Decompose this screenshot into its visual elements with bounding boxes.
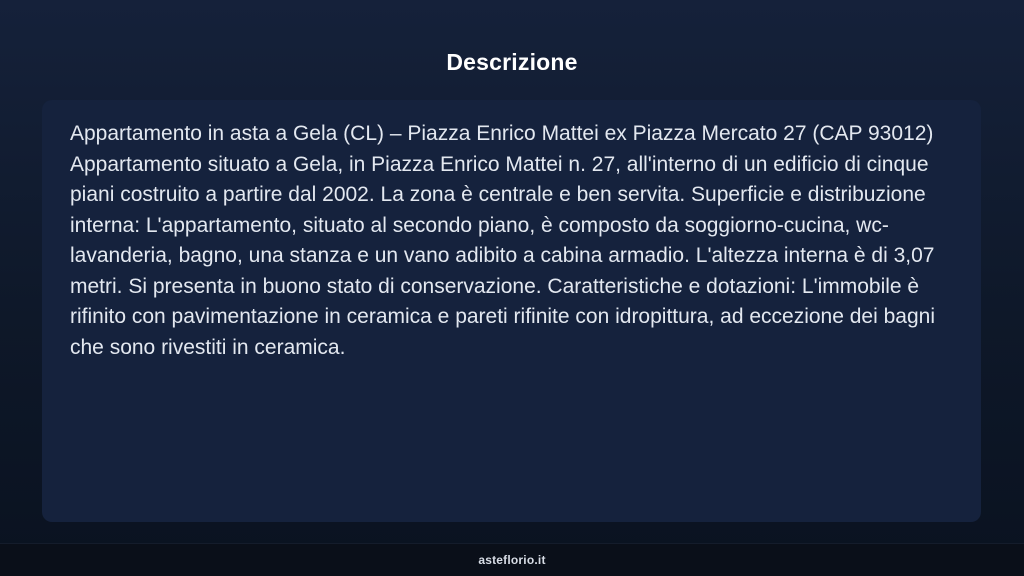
page-title: Descrizione xyxy=(446,49,578,75)
description-card xyxy=(42,100,981,522)
footer-bar xyxy=(0,543,1024,576)
footer-site-name: asteflorio.it xyxy=(478,553,546,567)
description-text: Appartamento in asta a Gela (CL) – Piazza Enrico Mattei ex Piazza Mercato 27 (CAP 93012) Appartamento situato a Gela, in Piazza Enrico Mattei n. 27, all'interno di un edificio di cinque piani costruito a partire dal 2002. La zona è centrale e ben servita. Superficie e distribuzione interna: L'appartamento, situato al secondo piano, è composto da soggiorno-cucina, wc-lavanderia, bagno, una stanza e un vano adibito a cabina armadio. L'altezza interna è di 3,07 metri. Si presenta in buono stato di conservazione. Caratteristiche e dotazioni: L'immobile è rifinito con pavimentazione in ceramica e pareti rifinite con idropittura, ad eccezione dei bagni che sono rivestiti in ceramica. xyxy=(70,122,935,359)
